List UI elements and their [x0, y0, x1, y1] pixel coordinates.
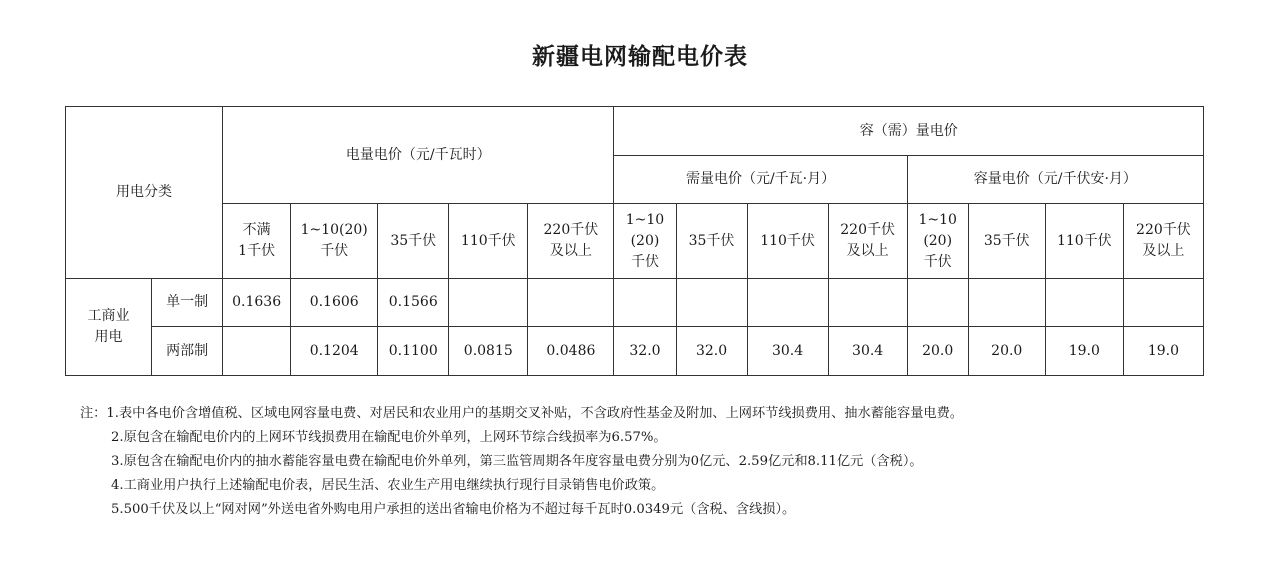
- energy-value-cell: 0.0486: [528, 327, 614, 376]
- capacity-value-cell: [907, 279, 968, 327]
- group-label-line: 用电: [94, 329, 123, 345]
- capacity-value-cell: 19.0: [1123, 327, 1203, 376]
- capacity-group-header: 容（需）量电价: [614, 107, 1204, 156]
- demand-voltage-header-line: 1~10: [625, 211, 665, 228]
- energy-voltage-header-line: 220千伏: [543, 222, 599, 238]
- demand-value-cell: 30.4: [747, 327, 828, 376]
- capacity-voltage-header: [1123, 204, 1203, 279]
- demand-value-cell: 30.4: [828, 327, 907, 376]
- demand-voltage-header-line: 220千伏: [840, 222, 895, 238]
- energy-value-cell: 0.1204: [291, 327, 378, 376]
- table-row: [66, 279, 1204, 327]
- demand-voltage-header-line: 110千伏: [760, 232, 815, 249]
- capacity-value-cell: 19.0: [1045, 327, 1123, 376]
- energy-voltage-header-line: 不满: [242, 222, 271, 238]
- note-item: 4.工商业用户执行上述输配电价表，居民生活、农业生产用电继续执行现行目录销售电价政策。: [111, 478, 665, 493]
- energy-voltage-header: [449, 204, 528, 279]
- energy-price-header: 电量电价（元/千瓦时）: [223, 107, 614, 204]
- price-table: [65, 106, 1204, 376]
- note-item: 3.原包含在输配电价内的抽水蓄能容量电费在输配电价外单列，第三监管周期各年度容量电费分别为0亿元、2.59亿元和8.11亿元（含税）。: [111, 454, 923, 469]
- capacity-value-cell: [968, 279, 1045, 327]
- energy-voltage-header: [223, 204, 291, 279]
- energy-voltage-header-line: 110千伏: [460, 232, 516, 249]
- demand-voltage-header-line: 35千伏: [688, 232, 735, 249]
- energy-voltage-header: [378, 204, 449, 279]
- row-label: 单一制: [152, 279, 223, 327]
- note-item: 5.500千伏及以上“网对网”外送电省外购电用户承担的送出省输电价格为不超过每千瓦时0.0349元（含税、含线损）。: [111, 502, 796, 517]
- capacity-value-cell: [1123, 279, 1203, 327]
- demand-value-cell: [747, 279, 828, 327]
- demand-value-cell: 32.0: [676, 327, 747, 376]
- demand-voltage-header-line: 及以上: [846, 243, 889, 259]
- capacity-voltage-header-line: 千伏: [923, 253, 952, 270]
- group-label-line: 工商业: [87, 308, 130, 324]
- capacity-voltage-header: [1045, 204, 1123, 279]
- demand-voltage-header: [676, 204, 747, 279]
- voltage-header-row: [66, 204, 1204, 279]
- notes-section: [80, 402, 1270, 522]
- demand-value-cell: [828, 279, 907, 327]
- energy-value-cell: 0.1606: [291, 279, 378, 327]
- demand-value-cell: [676, 279, 747, 327]
- capacity-voltage-header-line: 220千伏: [1136, 222, 1191, 238]
- page-title: 新疆电网输配电价表: [532, 44, 748, 70]
- capacity-value-cell: 20.0: [968, 327, 1045, 376]
- demand-voltage-header-line: 千伏: [630, 253, 659, 270]
- capacity-voltage-header-line: (20): [923, 232, 953, 249]
- energy-voltage-header: [528, 204, 614, 279]
- note-item: 2.原包含在输配电价内的上网环节线损费用在输配电价外单列，上网环节综合线损率为6.57%。: [111, 430, 667, 445]
- energy-value-cell: [449, 279, 528, 327]
- note-item: 注：1.表中各电价含增值税、区域电网容量电费、对居民和农业用户的基期交叉补贴，不含政府性基金及附加、上网环节线损费用、抽水蓄能容量电费。: [80, 406, 963, 421]
- capacity-value-cell: [1045, 279, 1123, 327]
- energy-value-cell: 0.0815: [449, 327, 528, 376]
- demand-value-cell: [614, 279, 676, 327]
- demand-voltage-header-line: (20): [630, 232, 660, 249]
- energy-value-cell: 0.1100: [378, 327, 449, 376]
- capacity-voltage-header-line: 110千伏: [1056, 232, 1112, 249]
- row-label: 两部制: [152, 327, 223, 376]
- energy-voltage-header-line: 千伏: [320, 243, 349, 259]
- capacity-voltage-header-line: 1~10: [918, 211, 957, 228]
- energy-value-cell: 0.1636: [223, 279, 291, 327]
- category-header: 用电分类: [66, 107, 223, 279]
- energy-voltage-header-line: 35千伏: [390, 232, 437, 249]
- table-row: [66, 327, 1204, 376]
- energy-value-cell: 0.1566: [378, 279, 449, 327]
- demand-voltage-header: [828, 204, 907, 279]
- energy-voltage-header-line: 1~10(20): [300, 222, 368, 238]
- group-label-cell: [66, 279, 152, 376]
- capacity-voltage-header: [907, 204, 968, 279]
- capacity-voltage-header: [968, 204, 1045, 279]
- energy-value-cell: [223, 327, 291, 376]
- demand-price-header: 需量电价（元/千瓦·月）: [614, 156, 907, 204]
- demand-value-cell: 32.0: [614, 327, 676, 376]
- header-row-1: [66, 107, 1204, 156]
- energy-value-cell: [528, 279, 614, 327]
- capacity-value-cell: 20.0: [907, 327, 968, 376]
- demand-voltage-header: [614, 204, 676, 279]
- capacity-price-header: 容量电价（元/千伏安·月）: [907, 156, 1203, 204]
- energy-voltage-header-line: 及以上: [549, 243, 592, 259]
- capacity-voltage-header-line: 35千伏: [983, 232, 1030, 249]
- energy-voltage-header: [291, 204, 378, 279]
- demand-voltage-header: [747, 204, 828, 279]
- capacity-voltage-header-line: 及以上: [1142, 243, 1185, 259]
- energy-voltage-header-line: 1千伏: [238, 243, 276, 259]
